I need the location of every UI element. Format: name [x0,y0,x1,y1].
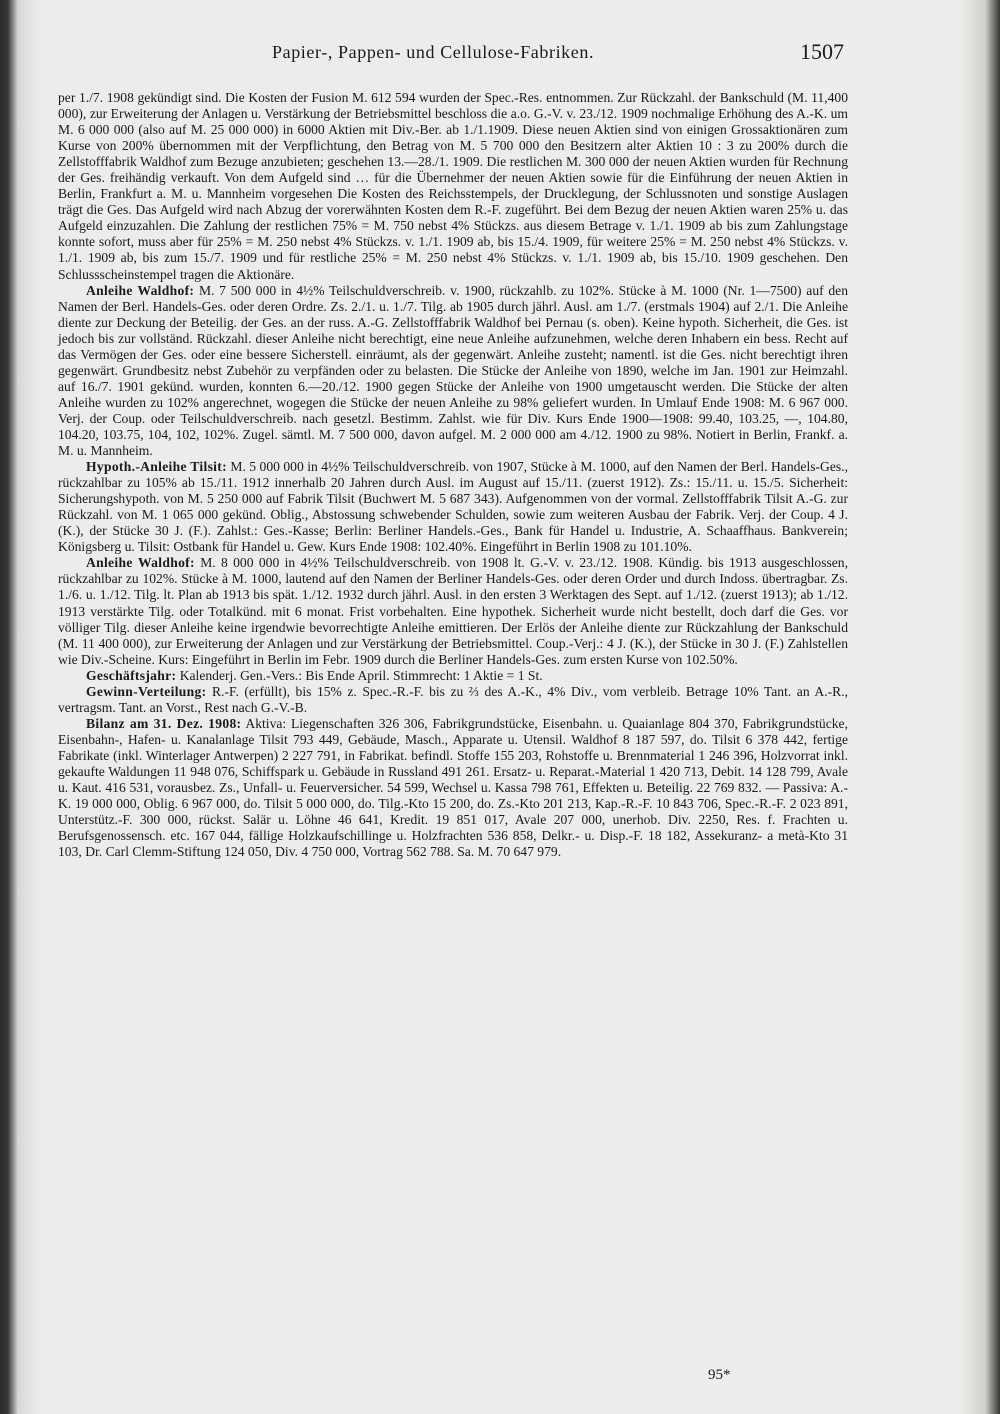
paragraph-heading: Anleihe Waldhof: [86,282,195,298]
paragraph-text: Kalenderj. Gen.-Vers.: Bis Ende April. Stimmrecht: 1 Aktie = 1 St. [179,667,543,683]
paragraph-heading: Gewinn-Verteilung: [86,683,207,699]
page-number: 1507 [800,39,844,64]
paragraph-gewinn-verteilung [58,684,848,716]
paragraph-heading: Bilanz am 31. Dez. 1908: [86,715,242,731]
paragraph-anleihe-waldhof-1908 [58,555,848,667]
paragraph-anleihe-waldhof-1900 [58,283,848,460]
paragraph-geschaeftsjahr [58,668,848,684]
paragraph-heading: Geschäftsjahr: [86,667,177,683]
paragraph-heading: Anleihe Waldhof: [86,555,195,571]
paragraph-text: M. 8 000 000 in 4½% Teilschuldverschreib. von 1908 lt. G.-V. v. 23./12. 1908. Kündig. bis 1913 ausgeschlossen, rückzahlbar zu 102%. Stücke à M. 1000, lautend auf den Namen der Berliner Handels-Ges. oder deren Order und durch Indoss. übertragbar. Zs. 1./6. u. 1./12. Tilg. lt. Plan ab 1913 bis spät. 1./12. 1932 durch jährl. Ausl. in den ersten 3 Werktagen des Sept. auf 1./12. (zuerst 1913); ab 1./12. 1913 verstärkte Tilg. oder Totalkünd. mit 6 monat. Frist vorbehalten. Eine hypothek. Sicherheit wurde nicht bestellt, doch darf die Ges. vor völliger Tilg. dieser Anleihe keine irgendwie bevorrechtigte Anleihe emittieren. Der Erlös der Anleihe diente zur Rückzahlung der Bankschuld (M. 11 400 000), zur Erweiterung der Anlagen und zur Verstärkung der Betriebsmittel. Coup.-Verj.: 4 J. (K.), der Stücke in 30 J. (F.) Zahlstellen wie Div.-Scheine. Kurs: Eingeführt in Berlin im Febr. 1909 durch die Berliner Handels-Ges. zum ersten Kurse von 102.50%. [58,555,849,667]
paragraph-heading: Hypoth.-Anleihe Tilsit: [86,459,227,475]
signature-mark: 95* [708,1367,731,1383]
paragraph-text: per 1./7. 1908 gekündigt sind. Die Kosten der Fusion M. 612 594 wurden der Spec.-Res. entnommen. Zur Rückzahl. der Bankschuld (M. 11,400 000), zur Erweiterung der Anlagen u. Verstärkung der Betriebsmittel beschloss die a.o. G.-V. v. 23./12. 1909 nochmalige Erhöhung des A.-K. um M. 6 000 000 (also auf M. 25 000 000) in 6000 Aktien mit Div.-Ber. ab 1./1.1909. Diese neuen Aktien sind von einigen Grossaktionären zum Kurse von 200% übernommen mit der Verpflichtung, den Betrag von M. 5 700 000 den Besitzern alter Aktien 10 : 3 zu 200% durch die Zellstofffabrik Waldhof zum Bezuge anzubieten; geschehen 13.—28./1. 1909. Die restlichen M. 300 000 der neuen Aktien wurden für Rechnung der Ges. freihändig verkauft. Von dem Aufgeld sind … für die Übernehmer der neuen Aktien sowie für die Einführung der neuen Aktien in Berlin, Frankfurt a. M. u. Mannheim vorgesehen Die Kosten des Reichsstempels, der Drucklegung, der Schlussnoten und sonstige Auslagen trägt die Ges. Das Aufgeld wird nach Abzug der vorerwähnten Kosten dem R.-F. zugeführt. Bei dem Bezug der neuen Aktien waren 25% u. das Aufgeld einzuzahlen. Die Zahlung der restlichen 75% = M. 750 nebst 4% Stückzs. aus diesem Betrage v. 1./1. 1909 ab bis zum Zahlungstage konnte sofort, muss aber für 25% = M. 250 nebst 4% Stückzs. v. 1./1. 1909 ab, bis 15./4. 1909, für weitere 25% = M. 250 nebst 4% Stückzs. v. 1./1. 1909 ab, bis zum 15./7. 1909 und für restliche 25% = M. 250 nebst 4% Stückzs. v. 1./1. 1909 ab, bis 15./10. 1909 geschehen. Den Schlussscheinstempel tragen die Aktionäre. [58,90,848,282]
paragraph-text: M. 7 500 000 in 4½% Teilschuldverschreib. v. 1900, rückzahlb. zu 102%. Stücke à M. 1000 (Nr. 1—7500) auf den Namen der Berl. Handels-Ges. oder deren Ordre. Zs. 2./1. u. 1./7. Tilg. ab 1905 durch jährl. Ausl. am 1./7. (erstmals 1904) auf 2./1. Die Anleihe diente zur Deckung der Beteilig. der Ges. an der russ. A.-G. Zellstofffabrik Waldhof bei Pernau (s. oben). Keine hypoth. Sicherheit, die Ges. ist jedoch bis zur vollständ. Rückzahl. dieser Anleihe nicht berechtigt, eine neue Anleihe aufzunehmen, welche deren Inhabern ein bess. Recht auf das Vermögen der Ges. oder eine bessere Sicherstell. einräumt, als der gegenwärt. Anleihe zusteht; namentl. ist die Ges. nicht berechtigt ihren gegenwärt. Grundbesitz nebst Zubehör zu verpfänden oder zu belasten. Die Stücke der Anleihe von 1890, welche im Jan. 1901 zur Heimzahl. auf 16./7. 1901 gekünd. wurden, konnten 6.—20./12. 1900 gegen Stücke der Anleihe von 1900 umgetauscht werden. Die Stücke der alten Anleihe wurden zu 102% angerechnet, wogegen die Stücke der neuen Anleihe zu 98% geliefert wurden. In Umlauf Ende 1908: M. 6 967 000. Verj. der Coup. oder Teilschuldverschreib. nach gesetzl. Bestimm. Zahlst. wie für Div. Kurs Ende 1900—1908: 99.40, 103.25, —, 104.80, 104.20, 103.75, 104, 102, 102%. Zugel. sämtl. M. 7 500 000, davon aufgel. M. 2 000 000 am 4./12. 1900 zu 98%. Notiert in Berlin, Frankf. a. M. u. Mannheim. [58,282,848,459]
running-title: Papier-, Pappen- und Cellulose-Fabriken. [272,42,595,62]
paragraph-text: R.-F. (erfüllt), bis 15% z. Spec.-R.-F. bis zu ⅔ des A.-K., 4% Div., vom verbleib. Betrage 10% Tant. an A.-R., vertragsm. Tant. an Vorst., Rest nach G.-V.-B. [58,683,848,715]
paragraph-fusion [58,90,848,283]
paragraph-bilanz [58,716,848,860]
page-header [0,39,1000,72]
body-text [58,90,848,860]
paragraph-text: Aktiva: Liegenschaften 326 306, Fabrikgrundstücke, Eisenbahn. u. Quaianlage 804 370, Fabrikgrundstücke, Eisenbahn-, Hafen- u. Kanalanlage Tilsit 793 449, Gebäude, Masch., Apparate u. Utensil. Waldhof 8 187 597, do. Tilsit 6 378 442, fertige Fabrikate (inkl. Winterlager Antwerpen) 2 227 791, in Fabrikat. befindl. Stoffe 155 203, Rohstoffe u. Brennmaterial 1 246 396, Holzvorrat inkl. gekaufte Waldungen 11 948 076, Schiffspark u. Gebäude in Russland 491 261. Ersatz- u. Reparat.-Material 1 420 713, Debit. 14 128 799, Avale u. Kaut. 416 531, vorausbez. Zs., Unfall- u. Feuerversicher. 54 599, Wechsel u. Kassa 798 761, Effekten u. Beteilig. 22 769 832. — Passiva: A.-K. 19 000 000, Oblig. 6 967 000, do. Tilsit 5 000 000, do. Tilg.-Kto 15 200, do. Zs.-Kto 201 213, Kap.-R.-F. 10 843 706, Spec.-R.-F. 2 023 891, Unterstütz.-F. 300 000, rückst. Salär u. Löhne 46 641, Kredit. 19 851 017, Avale 207 000, unerhob. Div. 2250, Res. f. Frachten u. Berufsgenossensch. etc. 167 044, fällige Holzkaufschillinge u. Holzfrachten 536 858, Delkr.- u. Disp.-F. 18 182, Assekuranz- a metà-Kto 31 103, Dr. Carl Clemm-Stiftung 124 050, Div. 4 750 000, Vortrag 562 788. Sa. M. 70 647 979. [58,715,848,860]
paragraph-hypoth-anleihe-tilsit [58,459,848,555]
paragraph-text: M. 5 000 000 in 4½% Teilschuldverschreib. von 1907, Stücke à M. 1000, auf den Namen der Berl. Handels-Ges., rückzahlbar zu 105% ab 15./11. 1912 innerhalb 20 Jahren durch Ausl. im August auf 15./11. (zuerst 1912). Zs.: 15./11. u. 15./5. Sicherheit: Sicherungshypoth. von M. 5 250 000 auf Fabrik Tilsit (Buchwert M. 5 687 343). Aufgenommen von der vormal. Zellstofffabrik Tilsit A.-G. zur Rückzahl. von M. 1 065 000 gekünd. Oblig., Abstossung schwebender Schulden, sowie zum weiteren Ausbau der Fabrik. Verj. der Coup. 4 J. (K.), der Stücke 30 J. (F.). Zahlst.: Ges.-Kasse; Berlin: Berliner Handels.-Ges., Bank für Handel u. Industrie, A. Schaaffhaus. Bankverein; Königsberg u. Tilsit: Ostbank für Handel u. Gew. Kurs Ende 1908: 102.40%. Eingeführt in Berlin 1908 zu 101.10%. [58,459,848,555]
